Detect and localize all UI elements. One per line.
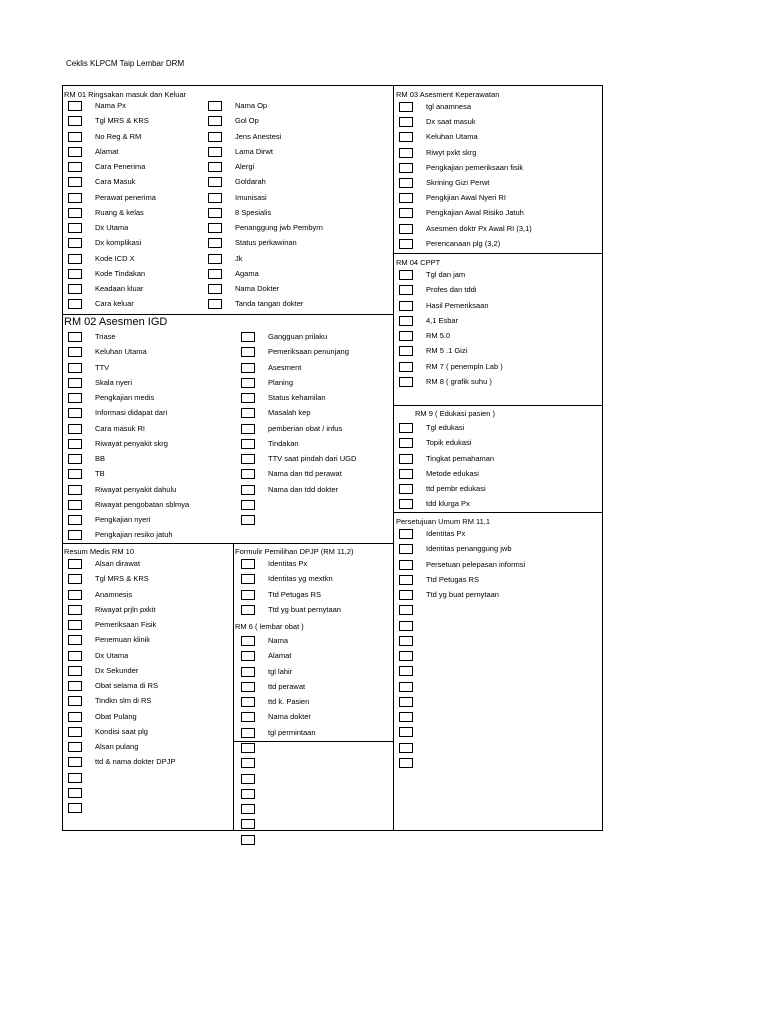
- checkbox[interactable]: [399, 590, 413, 600]
- item-label: 4,1 Esbar: [426, 315, 459, 325]
- checkbox[interactable]: [241, 500, 255, 510]
- item-label: Skrining Gizi Perwt: [426, 178, 490, 187]
- item-label: TTV: [95, 362, 110, 372]
- item-label: Pengkajian pemeriksaan fisik: [426, 162, 524, 172]
- checkbox[interactable]: [241, 682, 255, 692]
- item-label: Identitas penanggung jwb: [426, 544, 512, 554]
- rm01-section-title: RM 01 Ringsakan masuk dan Keluar: [64, 90, 187, 99]
- document-title: Ceklis KLPCM Taip Lembar DRM: [66, 59, 185, 68]
- checkbox[interactable]: [399, 605, 413, 615]
- checkbox[interactable]: [68, 424, 82, 434]
- item-label: Tgl MRS & KRS: [95, 116, 149, 126]
- checkbox[interactable]: [241, 743, 255, 753]
- checkbox[interactable]: [68, 712, 82, 722]
- checkbox[interactable]: [68, 605, 82, 615]
- item-label: Keluhan Utama: [95, 347, 147, 357]
- checkbox[interactable]: [68, 254, 82, 264]
- checkbox[interactable]: [399, 758, 413, 768]
- item-label: Kode ICD X: [95, 253, 135, 263]
- checkbox[interactable]: [399, 712, 413, 722]
- checkbox[interactable]: [68, 363, 82, 373]
- item-label: Anamnesis: [95, 589, 133, 599]
- item-label: Alsan dirawat: [95, 559, 141, 568]
- checkbox[interactable]: [68, 681, 82, 691]
- item-label: Alamat: [268, 651, 292, 661]
- item-label: Riwayat penyakit dahulu: [95, 484, 177, 494]
- item-label: Dx komplikasi: [95, 238, 142, 248]
- item-label: ttd perawat: [268, 681, 306, 691]
- checkbox[interactable]: [399, 666, 413, 676]
- checkbox[interactable]: [208, 223, 222, 233]
- divider-rm04: [393, 253, 603, 254]
- item-label: tgl permintaan: [268, 727, 316, 737]
- item-label: Ttd yg buat pernytaan: [426, 590, 499, 599]
- checkbox[interactable]: [399, 636, 413, 646]
- item-label: Pengkajian medis: [95, 393, 155, 402]
- item-label: RM 8 ( grafik suhu ): [426, 376, 492, 386]
- item-label: TTV saat pindah dari UGD: [268, 454, 357, 463]
- item-label: Kode Tindakan: [95, 268, 146, 278]
- item-label: Topik edukasi: [426, 438, 472, 448]
- checkbox[interactable]: [241, 728, 255, 738]
- item-label: Nama Px: [95, 101, 126, 110]
- rm10-section-title: Resum Medis RM 10: [64, 547, 135, 556]
- checkbox[interactable]: [68, 500, 82, 510]
- checkbox[interactable]: [241, 515, 255, 525]
- checkbox[interactable]: [399, 575, 413, 585]
- item-label: Identitas Px: [268, 559, 308, 568]
- item-label: tgl anamnesa: [426, 102, 472, 111]
- item-label: Tgl edukasi: [426, 423, 465, 432]
- item-label: Informasi didapat dari: [95, 408, 168, 418]
- checkbox[interactable]: [399, 208, 413, 218]
- checkbox[interactable]: [399, 499, 413, 509]
- checkbox[interactable]: [399, 102, 413, 112]
- item-label: Ttd yg buat pernytaan: [268, 604, 341, 614]
- checkbox[interactable]: [68, 788, 82, 798]
- item-label: Riwayat prjln pxkit: [95, 604, 156, 614]
- checkbox[interactable]: [68, 162, 82, 172]
- item-label: Pengkjian Awal Nyeri RI: [426, 193, 506, 203]
- item-label: Dx saat masuk: [426, 117, 476, 127]
- checkbox[interactable]: [68, 635, 82, 645]
- item-label: Persetuan pelepasan informsi: [426, 559, 526, 569]
- item-label: tdd klurga Px: [426, 499, 470, 509]
- rm6-section-title: RM 6 ( lembar obat ): [235, 622, 304, 631]
- checkbox[interactable]: [68, 469, 82, 479]
- checkbox[interactable]: [68, 193, 82, 203]
- checkbox[interactable]: [68, 574, 82, 584]
- item-label: Alergi: [235, 162, 255, 171]
- rm11-section-title: Persetujuan Umum RM 11,1: [396, 517, 491, 526]
- item-label: Identitas yg mextkn: [268, 574, 333, 584]
- item-label: Nama dokter: [268, 712, 311, 722]
- divider-rm11: [393, 512, 603, 513]
- item-label: Dx Utama: [95, 650, 129, 660]
- item-label: Nama dan ttd perawat: [268, 469, 342, 479]
- checkbox[interactable]: [241, 804, 255, 814]
- divider-rm9: [393, 405, 603, 406]
- item-label: Alamat: [95, 146, 119, 156]
- item-label: Identitas Px: [426, 529, 466, 538]
- item-label: Tanda tangan dokter: [235, 299, 304, 309]
- checkbox[interactable]: [208, 147, 222, 157]
- item-label: Masalah kep: [268, 408, 311, 418]
- checkbox[interactable]: [208, 193, 222, 203]
- item-label: Imunisasi: [235, 192, 267, 202]
- item-label: Metode edukasi: [426, 468, 479, 478]
- item-label: 8 Spesialis: [235, 207, 272, 217]
- checkbox[interactable]: [241, 454, 255, 464]
- checkbox[interactable]: [208, 177, 222, 187]
- checkbox[interactable]: [399, 178, 413, 188]
- checkbox[interactable]: [399, 148, 413, 158]
- checkbox[interactable]: [399, 117, 413, 127]
- item-label: Keadaan kluar: [95, 284, 144, 293]
- item-label: BB: [95, 454, 106, 463]
- item-label: Pemeriksaan penunjang: [268, 347, 349, 357]
- checkbox[interactable]: [399, 346, 413, 356]
- checkbox[interactable]: [68, 727, 82, 737]
- item-label: Gol Op: [235, 116, 259, 126]
- divider-rm10: [62, 543, 393, 544]
- item-label: Jk: [235, 253, 243, 263]
- checkbox[interactable]: [399, 469, 413, 479]
- checkbox[interactable]: [68, 559, 82, 569]
- item-label: Penemuan klinik: [95, 635, 151, 645]
- item-label: Perencanaan plg (3,2): [426, 238, 501, 248]
- checkbox[interactable]: [399, 193, 413, 203]
- checkbox[interactable]: [241, 408, 255, 418]
- item-label: Nama dan tdd dokter: [268, 484, 339, 494]
- checkbox[interactable]: [208, 238, 222, 248]
- item-label: Cara Penerima: [95, 162, 146, 171]
- item-label: Lama Dirwt: [235, 146, 273, 156]
- checkbox[interactable]: [68, 284, 82, 294]
- checkbox[interactable]: [399, 316, 413, 326]
- item-label: Tindakan: [268, 438, 299, 448]
- item-label: RM 7 ( penempln Lab ): [426, 361, 503, 371]
- checkbox[interactable]: [68, 408, 82, 418]
- checkbox[interactable]: [68, 757, 82, 767]
- checkbox[interactable]: [399, 132, 413, 142]
- item-label: tgl lahir: [268, 666, 293, 676]
- checkbox[interactable]: [399, 438, 413, 448]
- checkbox[interactable]: [208, 269, 222, 279]
- item-label: Dx Utama: [95, 223, 129, 232]
- item-label: Perawat penerima: [95, 192, 156, 202]
- item-label: ttd & nama dokter DPJP: [95, 757, 176, 767]
- checkbox[interactable]: [399, 454, 413, 464]
- item-label: Ttd Petugas RS: [268, 589, 321, 599]
- checkbox[interactable]: [68, 803, 82, 813]
- checkbox[interactable]: [68, 742, 82, 752]
- checkbox[interactable]: [208, 299, 222, 309]
- checkbox[interactable]: [399, 544, 413, 554]
- checkbox[interactable]: [241, 667, 255, 677]
- checkbox[interactable]: [241, 559, 255, 569]
- checkbox[interactable]: [68, 223, 82, 233]
- checkbox[interactable]: [241, 712, 255, 722]
- checkbox[interactable]: [68, 378, 82, 388]
- checkbox[interactable]: [399, 423, 413, 433]
- item-label: Keluhan Utama: [426, 132, 478, 142]
- item-label: Obat selama di RS: [95, 681, 158, 690]
- item-label: Penanggung jwb Pembyrn: [235, 223, 323, 232]
- checkbox[interactable]: [68, 439, 82, 449]
- checkbox[interactable]: [68, 177, 82, 187]
- checkbox[interactable]: [208, 254, 222, 264]
- item-label: Kondisi saat plg: [95, 726, 148, 736]
- checkbox[interactable]: [241, 378, 255, 388]
- checkbox[interactable]: [399, 377, 413, 387]
- checkbox[interactable]: [241, 574, 255, 584]
- item-label: Riwayat penyakit skrg: [95, 438, 168, 448]
- checkbox[interactable]: [399, 301, 413, 311]
- item-label: Tingkat pemahaman: [426, 453, 495, 463]
- item-label: Goldarah: [235, 177, 266, 187]
- checkbox[interactable]: [399, 529, 413, 539]
- item-label: Skala nyeri: [95, 377, 133, 387]
- item-label: Pengkajian resiko jatuh: [95, 530, 173, 540]
- checkbox[interactable]: [68, 454, 82, 464]
- checkbox[interactable]: [68, 116, 82, 126]
- item-label: Asesment: [268, 362, 302, 372]
- checkbox[interactable]: [399, 697, 413, 707]
- checkbox[interactable]: [68, 269, 82, 279]
- checkbox[interactable]: [241, 636, 255, 646]
- checkbox[interactable]: [241, 697, 255, 707]
- checkbox[interactable]: [399, 239, 413, 249]
- rm03-section-title: RM 03 Asesment Keperawatan: [396, 90, 500, 99]
- item-label: Cara keluar: [95, 299, 134, 309]
- item-label: Profes dan tddi: [426, 285, 477, 295]
- checkbox[interactable]: [399, 621, 413, 631]
- checkbox[interactable]: [68, 332, 82, 342]
- divider-rm6-blank: [233, 741, 393, 742]
- checkbox[interactable]: [68, 773, 82, 783]
- checkbox[interactable]: [241, 819, 255, 829]
- item-label: Tgl dan jam: [426, 270, 466, 279]
- checkbox[interactable]: [68, 485, 82, 495]
- item-label: Tgl MRS & KRS: [95, 574, 149, 584]
- item-label: Nama Op: [235, 101, 268, 110]
- checkbox[interactable]: [208, 208, 222, 218]
- item-label: Ruang & kelas: [95, 207, 144, 217]
- item-label: Planing: [268, 377, 294, 387]
- checkbox[interactable]: [241, 651, 255, 661]
- checkbox[interactable]: [68, 590, 82, 600]
- item-label: RM 5 .1 Gizi: [426, 346, 468, 356]
- item-label: Status perkawinan: [235, 238, 297, 248]
- checkbox[interactable]: [68, 515, 82, 525]
- item-label: TB: [95, 469, 105, 479]
- checkbox[interactable]: [399, 224, 413, 234]
- checkbox[interactable]: [241, 590, 255, 600]
- checkbox[interactable]: [399, 727, 413, 737]
- checkbox[interactable]: [399, 484, 413, 494]
- item-label: Cara masuk RI: [95, 423, 146, 433]
- checkbox[interactable]: [68, 651, 82, 661]
- checkbox[interactable]: [399, 743, 413, 753]
- checkbox[interactable]: [399, 682, 413, 692]
- checkbox[interactable]: [208, 101, 222, 111]
- checkbox[interactable]: [241, 774, 255, 784]
- divider-col-main: [393, 85, 394, 831]
- item-label: Obat Pulang: [95, 711, 137, 721]
- checkbox[interactable]: [399, 651, 413, 661]
- checkbox[interactable]: [241, 605, 255, 615]
- checkbox[interactable]: [208, 162, 222, 172]
- checkbox[interactable]: [68, 620, 82, 630]
- item-label: Status kehamilan: [268, 393, 326, 402]
- divider-rm02: [62, 314, 393, 315]
- rm04-section-title: RM 04 CPPT: [396, 258, 441, 267]
- checkbox[interactable]: [68, 238, 82, 248]
- checkbox[interactable]: [68, 132, 82, 142]
- item-label: Pengkajian Awal Risiko Jatuh: [426, 208, 524, 218]
- checkbox[interactable]: [241, 347, 255, 357]
- item-label: Agama: [235, 268, 259, 278]
- checkbox[interactable]: [208, 132, 222, 142]
- checkbox[interactable]: [68, 393, 82, 403]
- checkbox[interactable]: [68, 299, 82, 309]
- checkbox[interactable]: [399, 163, 413, 173]
- checkbox[interactable]: [68, 530, 82, 540]
- checkbox[interactable]: [399, 331, 413, 341]
- checkbox[interactable]: [208, 284, 222, 294]
- checkbox[interactable]: [399, 285, 413, 295]
- checkbox[interactable]: [68, 101, 82, 111]
- checkbox[interactable]: [241, 789, 255, 799]
- checkbox[interactable]: [68, 347, 82, 357]
- divider-rm10-col: [233, 543, 234, 831]
- checkbox[interactable]: [241, 835, 255, 845]
- item-label: Nama: [268, 636, 289, 645]
- item-label: Cara Masuk: [95, 177, 136, 187]
- item-label: Triase: [95, 332, 116, 341]
- checkbox[interactable]: [399, 270, 413, 280]
- item-label: Ttd Petugas RS: [426, 574, 479, 584]
- checkbox[interactable]: [399, 560, 413, 570]
- item-label: Nama Dokter: [235, 284, 280, 293]
- checkbox[interactable]: [68, 208, 82, 218]
- item-label: Alsan pulang: [95, 742, 139, 751]
- rm9-section-title: RM 9 ( Edukasi pasien ): [415, 409, 496, 418]
- item-label: Pengkajian nyeri: [95, 515, 151, 524]
- item-label: Riwyt pxkt skrg: [426, 147, 477, 157]
- item-label: Hasil Pemeriksaan: [426, 300, 489, 310]
- item-label: No Reg & RM: [95, 131, 142, 141]
- item-label: Gangguan prilaku: [268, 332, 328, 341]
- item-label: Pemeriksaan Fisik: [95, 620, 157, 629]
- checkbox[interactable]: [399, 362, 413, 372]
- checkbox[interactable]: [241, 424, 255, 434]
- checkbox[interactable]: [241, 439, 255, 449]
- checkbox[interactable]: [208, 116, 222, 126]
- rm11_dpjp-section-title: Formulir Pemilihan DPJP (RM 11,2): [235, 547, 354, 556]
- item-label: pemberian obat / infus: [268, 423, 343, 433]
- checkbox[interactable]: [241, 485, 255, 495]
- checkbox[interactable]: [241, 758, 255, 768]
- checkbox[interactable]: [68, 696, 82, 706]
- item-label: ttd pembr edukasi: [426, 484, 486, 493]
- checkbox[interactable]: [241, 393, 255, 403]
- checkbox[interactable]: [241, 363, 255, 373]
- item-label: Asesmen doktr Px Awal RI (3,1): [426, 223, 532, 233]
- rm02-section-title: RM 02 Asesmen IGD: [64, 316, 168, 328]
- item-label: Riwayat pengobatan sblmya: [95, 499, 190, 509]
- item-label: Tindkn slm di RS: [95, 696, 152, 706]
- item-label: ttd k. Pasien: [268, 697, 310, 706]
- checkbox[interactable]: [241, 332, 255, 342]
- item-label: Jens Anestesi: [235, 131, 282, 141]
- checkbox[interactable]: [241, 469, 255, 479]
- item-label: RM 5.0: [426, 331, 451, 340]
- checkbox[interactable]: [68, 666, 82, 676]
- checkbox[interactable]: [68, 147, 82, 157]
- item-label: Dx Sekunder: [95, 665, 139, 675]
